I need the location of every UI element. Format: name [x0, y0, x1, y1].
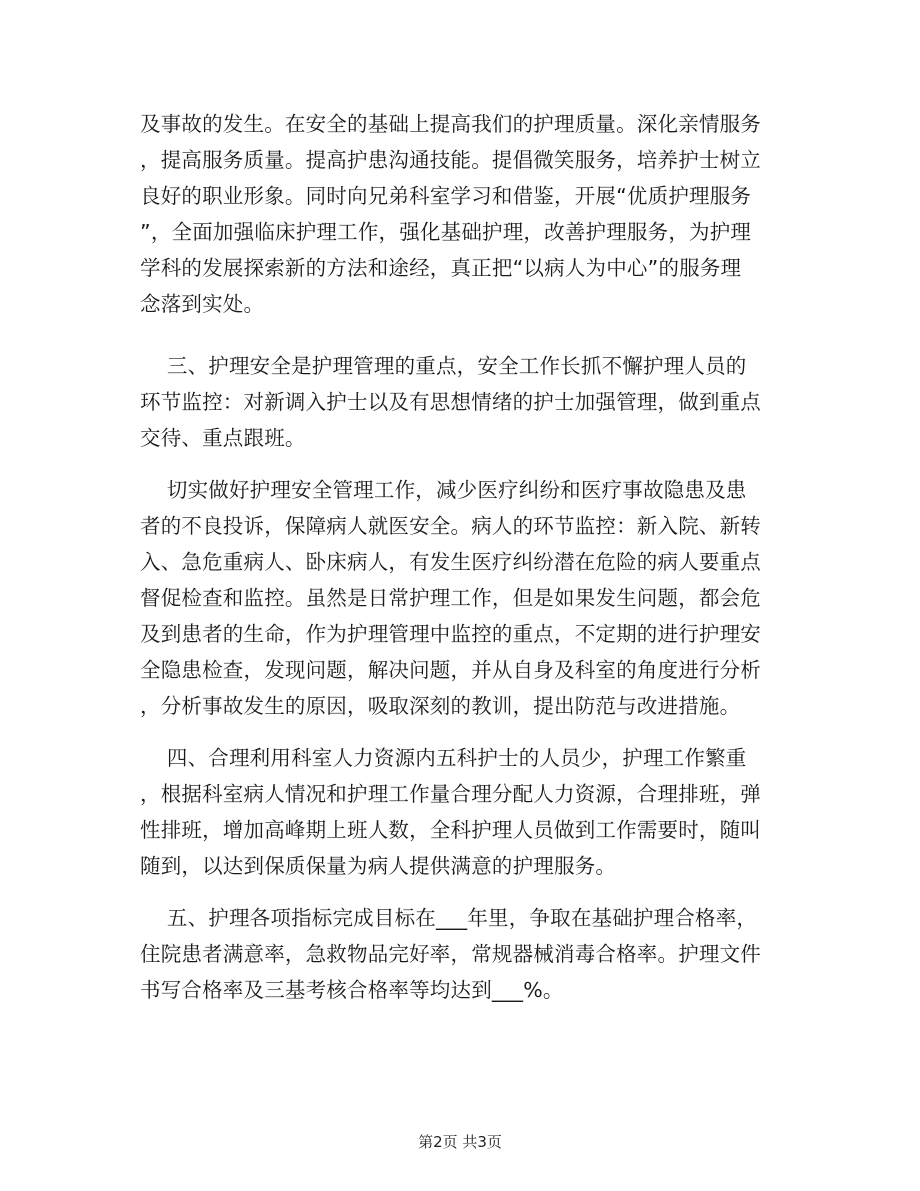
text-line: 切实做好护理安全管理工作，减少医疗纠纷和医疗事故隐患及患 — [140, 478, 747, 502]
text-line: 学科的发展探索新的方法和途经，真正把“以病人为中心”的服务理 — [140, 256, 742, 280]
text-line: 环节监控：对新调入护士以及有思想情绪的护士加强管理，做到重点 — [140, 390, 761, 414]
text-line: 全隐患检查，发现问题，解决问题，并从自身及科室的角度进行分析 — [140, 658, 761, 682]
text-line: 念落到实处。 — [140, 292, 265, 316]
text-line: 住院患者满意率，急救物品完好率，常规器械消毒合格率。护理文件 — [140, 942, 761, 966]
text-line: 五、护理各项指标完成目标在___年里，争取在基础护理合格率， — [140, 906, 758, 930]
text-line: 交待、重点跟班。 — [140, 426, 306, 450]
text-line: ，分析事故发生的原因，吸取深刻的教训，提出防范与改进措施。 — [140, 694, 741, 718]
text-line: ”，全面加强临床护理工作，强化基础护理，改善护理服务，为护理 — [140, 220, 752, 244]
page-number-footer: 第2页 共3页 — [418, 1133, 502, 1151]
text-line: 书写合格率及三基考核合格率等均达到___%。 — [140, 978, 564, 1002]
text-line: 三、护理安全是护理管理的重点，安全工作长抓不懈护理人员的 — [140, 354, 747, 378]
text-line: ，根据科室病人情况和护理工作量合理分配人力资源，合理排班，弹 — [140, 782, 761, 806]
text-line: 随到，以达到保质保量为病人提供满意的护理服务。 — [140, 854, 617, 878]
text-line: 者的不良投诉，保障病人就医安全。病人的环节监控：新入院、新转 — [140, 514, 761, 538]
text-line: 四、合理利用科室人力资源内五科护士的人员少，护理工作繁重 — [140, 746, 747, 770]
text-line: 及事故的发生。在安全的基础上提高我们的护理质量。深化亲情服务 — [140, 112, 761, 136]
text-line: 良好的职业形象。同时向兄弟科室学习和借鉴，开展“优质护理服务 — [140, 184, 752, 208]
text-line: ，提高服务质量。提高护患沟通技能。提倡微笑服务，培养护士树立 — [140, 148, 761, 172]
text-line: 督促检查和监控。虽然是日常护理工作，但是如果发生问题，都会危 — [140, 586, 761, 610]
text-line: 及到患者的生命，作为护理管理中监控的重点，不定期的进行护理安 — [140, 622, 761, 646]
text-line: 入、急危重病人、卧床病人，有发生医疗纠纷潜在危险的病人要重点 — [140, 550, 761, 574]
text-line: 性排班，增加高峰期上班人数，全科护理人员做到工作需要时，随叫 — [140, 818, 761, 842]
